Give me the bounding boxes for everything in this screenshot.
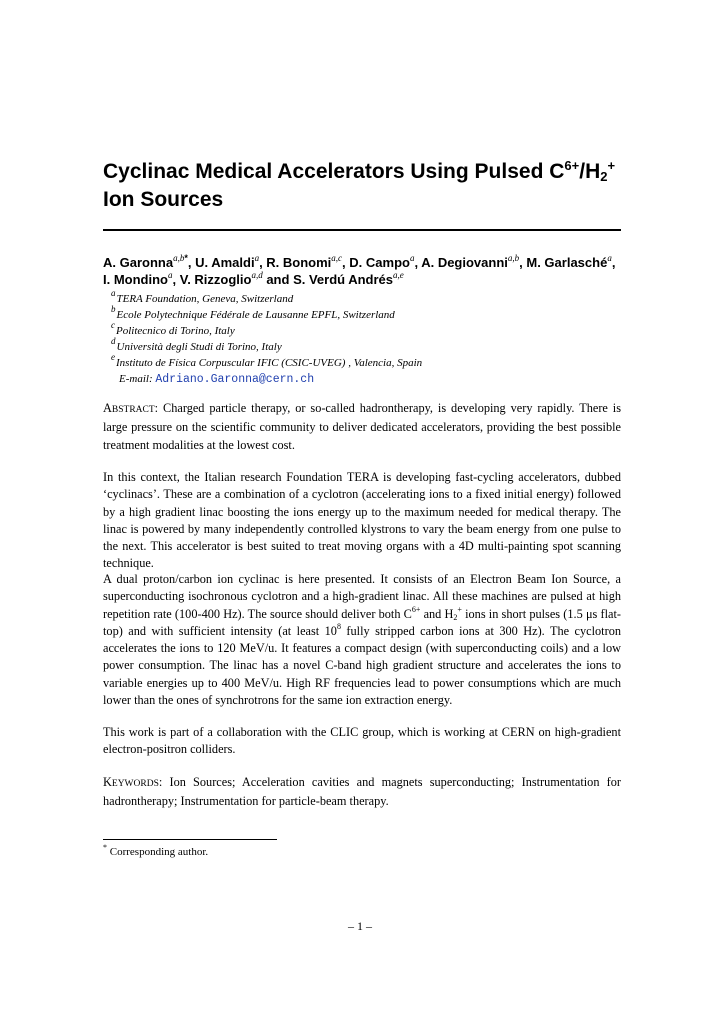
keywords-paragraph — [103, 774, 621, 811]
author-separator: , — [172, 272, 180, 287]
author-affiliation-mark: a,d — [251, 270, 263, 280]
email-line: E-mail: Adriano.Garonna@cern.ch — [119, 373, 315, 386]
title-subscript: 2 — [600, 169, 608, 184]
affiliation-text: Instituto de Física Corpuscular IFIC (CSIC-UVEG) , Valencia, Spain — [116, 357, 423, 369]
footnote-text: Corresponding author. — [109, 846, 209, 858]
title-superscript: 6+ — [564, 158, 580, 173]
abstract-paragraph — [103, 400, 621, 454]
author-affiliation-mark: a — [409, 253, 415, 263]
page-number: – 1 – — [348, 919, 372, 933]
affiliation-item — [111, 288, 611, 307]
title-rule — [103, 229, 621, 231]
affiliation-items — [111, 288, 611, 371]
affiliation-mark: b — [111, 304, 116, 314]
paper-title — [103, 158, 623, 214]
footnote — [103, 845, 621, 859]
title-superscript: + — [607, 158, 616, 173]
title-text: /H — [579, 160, 601, 183]
author-name: A. Degiovanni — [421, 255, 508, 270]
affiliation-mark: e — [111, 352, 115, 362]
author-affiliation-mark: a — [607, 253, 612, 263]
author-separator: , — [414, 255, 422, 270]
affiliation-text: Politecnico di Torino, Italy — [116, 325, 235, 337]
affiliation-item — [111, 320, 611, 339]
affiliation-text: Ecole Polytechnique Fédérale de Lausanne EPFL, Switzerland — [116, 309, 395, 321]
author-name: I. Mondino — [103, 272, 168, 287]
author-separator: , — [519, 255, 527, 270]
author-separator: and — [262, 272, 294, 287]
abstract-label: ABSTRACT: — [103, 401, 159, 415]
author-list — [103, 254, 623, 288]
affiliation-item — [111, 336, 611, 355]
footnote-rule — [103, 839, 277, 840]
author-name: M. Garlasché — [526, 255, 608, 270]
author-name: S. Verdú Andrés — [293, 272, 393, 287]
author-affiliation-mark: a,b — [173, 253, 185, 263]
affiliation-mark: c — [111, 320, 115, 330]
affiliation-list — [111, 288, 611, 388]
title-text: Cyclinac Medical Accelerators Using Pulsed C — [103, 160, 565, 183]
affiliation-item — [111, 352, 611, 371]
author-affiliation-mark: a,b — [507, 253, 520, 263]
collaboration-paragraph: This work is part of a collaboration with the CLIC group, which is working at CERN on high-gradient electron-positron colliders. — [103, 725, 621, 757]
email-address[interactable]: Adriano.Garonna@cern.ch — [155, 373, 315, 386]
context-paragraph: In this context, the Italian research Foundation TERA is developing fast-cycling accelerators, dubbed ‘cyclinacs’. These are a combination of a cyclotron (accelerating ions to a fixed initial energy) followed by a high gradient linac boosting the ions energy up to the maximum needed for medical therapy. The linac is powered by many independently controlled klystrons to vary the beam energy from one pulse to the next. This accelerator is best suited to treat moving organs with a 4D multi-painting spot scanning technique. — [103, 470, 621, 571]
corresponding-author-mark: * — [184, 253, 188, 263]
email-label: E-mail — [119, 373, 149, 385]
affiliation-item — [111, 304, 611, 323]
author-affiliation-mark: a — [254, 253, 260, 263]
affiliation-mark: d — [111, 336, 116, 346]
title-text: Ion Sources — [103, 188, 224, 211]
author-separator: , — [611, 255, 616, 270]
author-name: V. Rizzoglio — [179, 272, 252, 287]
affiliation-text: Università degli Studi di Torino, Italy — [116, 341, 282, 353]
author-separator: , — [259, 255, 267, 270]
author-affiliation-mark: a — [167, 270, 173, 280]
author-name: A. Garonna — [103, 255, 174, 270]
author-separator: , — [342, 255, 350, 270]
author-name: R. Bonomi — [266, 255, 332, 270]
affiliation-mark: a — [111, 288, 116, 298]
keywords-label: KEYWORDS: — [103, 775, 163, 789]
affiliation-text: TERA Foundation, Geneva, Switzerland — [116, 293, 294, 305]
author-separator: , — [187, 255, 196, 270]
abstract-text: Charged particle therapy, or so-called hadrontherapy, is developing very rapidly. There is large pressure on the scientific community to deliver dedicated accelerators, providing the best possible treatment modalities at the lowest cost. — [103, 401, 622, 452]
author-affiliation-mark: a,c — [331, 253, 343, 263]
footnote-mark: * — [103, 843, 107, 852]
dual-cyclinac-paragraph: A dual proton/carbon ion cyclinac is here presented. It consists of an Electron Beam Ion Source, a superconducting isochronous cyclotron and a high-gradient linac. All these machines are pulsed at high repetition rate (100-400 Hz). The source should deliver both $C^{6+}$ and $H_2^+$ ions in short pulses (1.5 μs flat-top) and with sufficient intensity (at least $10^8$ fully stripped carbon ions at 300 Hz). The cyclotron accelerates the ions to 120 MeV/u. It features a compact design (with superconducting coils) and a low power consumption. The linac has a novel C-band high gradient structure and accelerates the ions to variable energies up to 400 MeV/u. High RF frequencies lead to power consumptions which are much lower than the ones of synchrotrons for the same ion extraction energy. — [103, 572, 621, 708]
author-name: U. Amaldi — [195, 255, 255, 270]
author-affiliation-mark: a,e — [393, 270, 404, 280]
author-name: D. Campo — [349, 255, 410, 270]
keywords-text: Ion Sources; Acceleration cavities and magnets superconducting; Instrumentation for hadrontherapy; Instrumentation for particle-beam therapy. — [103, 775, 621, 809]
